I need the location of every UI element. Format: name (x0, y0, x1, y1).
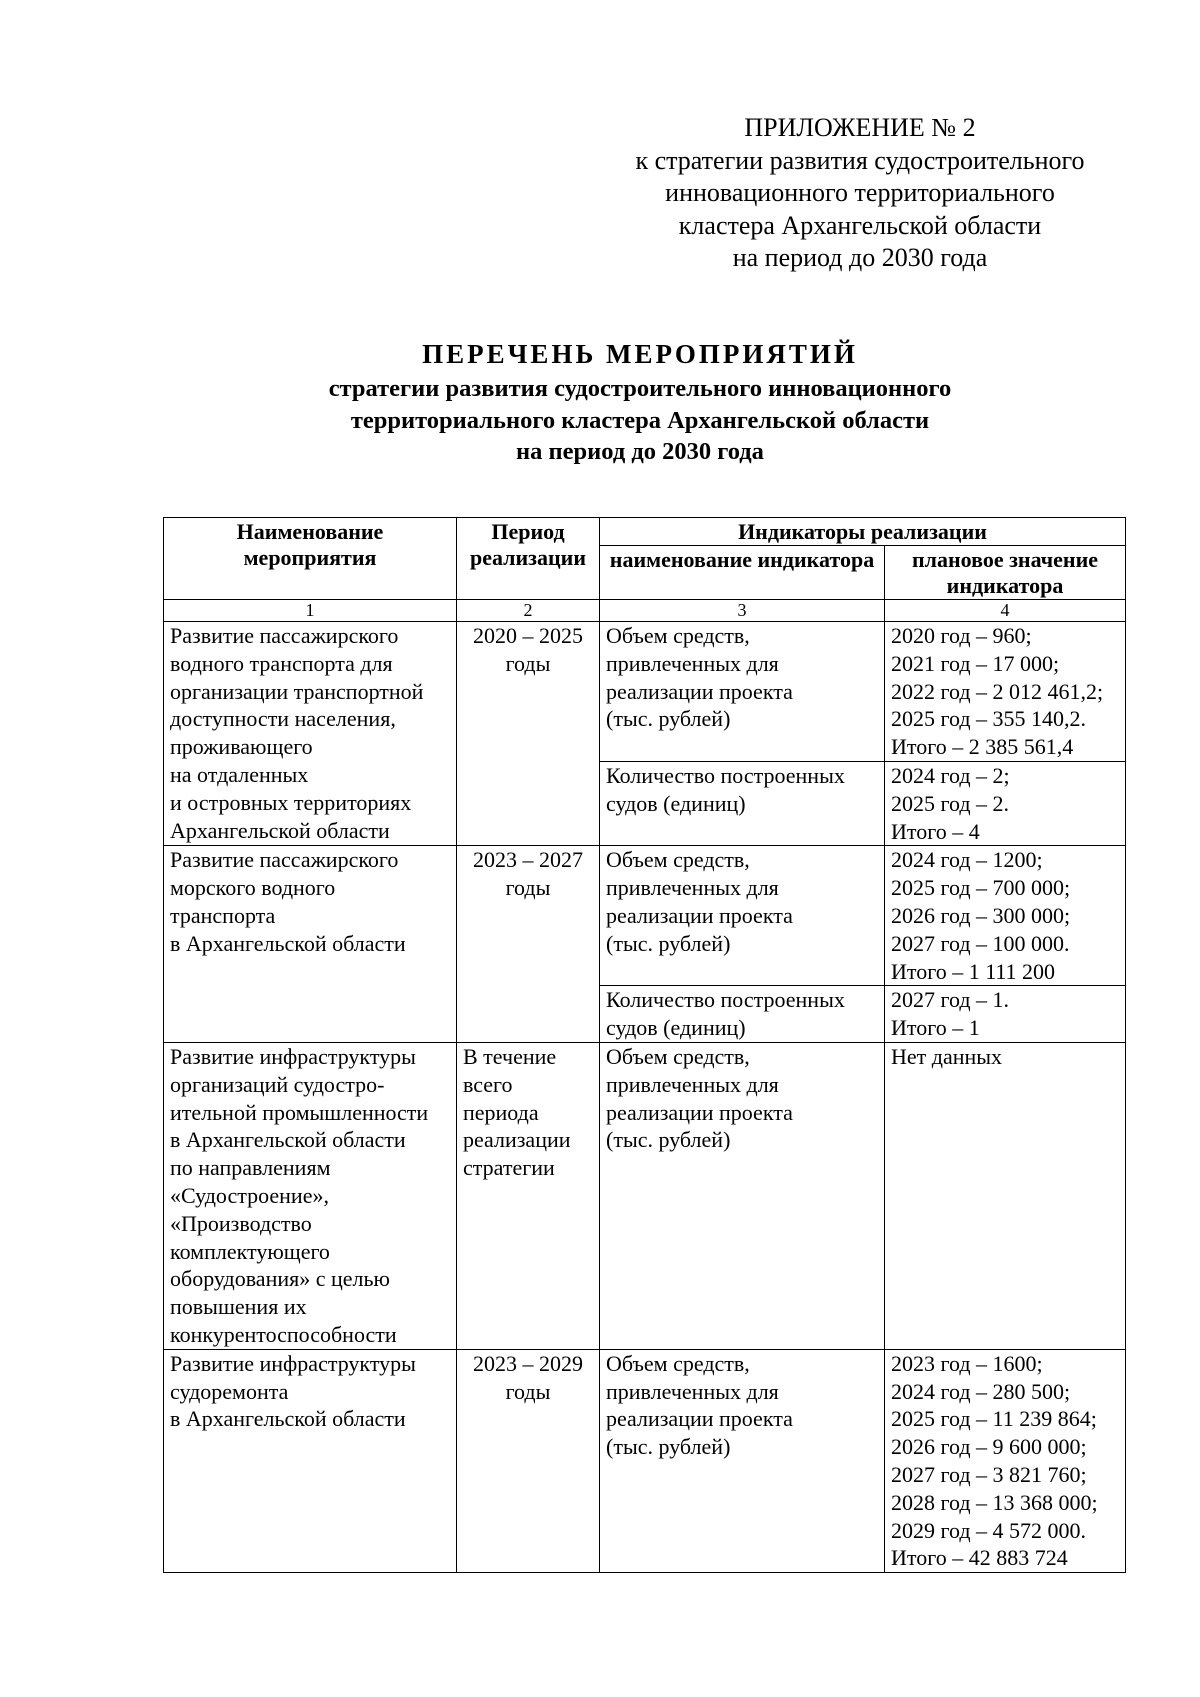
event-name-cell (164, 1349, 457, 1572)
event-name-cell-line: Развитие инфраструктуры (170, 1350, 416, 1376)
event-name-cell (164, 622, 457, 846)
indicator-name-cell-line: Количество построенных (606, 762, 845, 788)
event-name-cell-line: судоремонта (170, 1378, 289, 1404)
indicator-value-cell-line: 2029 год – 4 572 000. (891, 1517, 1087, 1543)
table-row (164, 1349, 1126, 1572)
event-name-cell-line: Развитие пассажирского (170, 623, 399, 648)
indicator-name-cell-line: реализации проекта (606, 902, 793, 928)
event-name-cell-line: повышения их (170, 1294, 307, 1320)
period-cell-line: годы (505, 1378, 551, 1404)
indicator-name-cell-line: Количество построенных (606, 987, 845, 1013)
table-row (164, 846, 1126, 986)
indicator-value-cell-line: Итого – 42 883 724 (891, 1545, 1068, 1571)
column-number: 2 (457, 600, 600, 622)
indicator-name-cell-line: судов (единиц) (606, 1015, 746, 1041)
indicator-value-cell-line: 2024 год – 1200; (891, 847, 1043, 873)
indicator-value-cell (885, 986, 1126, 1043)
event-name-cell-line: по направлениям (170, 1155, 331, 1181)
period-cell-line: В течение (463, 1043, 557, 1069)
event-name-cell-line: ительной промышленности (170, 1099, 429, 1125)
appendix-line: на период до 2030 года (732, 243, 988, 272)
event-name-cell-line: и островных территориях (170, 789, 412, 815)
indicator-value-cell-line: 2028 год – 13 368 000; (891, 1489, 1098, 1515)
column-number: 4 (885, 600, 1126, 622)
event-name-cell-line: транспорта (170, 902, 276, 928)
event-name-cell-line: Развитие инфраструктуры (170, 1043, 416, 1069)
indicator-value-cell-line: 2024 год – 280 500; (891, 1378, 1071, 1404)
event-name-cell (164, 846, 457, 1043)
document-heading (160, 335, 1120, 468)
header-indicator-value: плановое значение индикатора (885, 546, 1126, 600)
period-cell (457, 1349, 600, 1572)
period-cell-line: годы (505, 875, 551, 901)
period-cell-line: периода (463, 1099, 539, 1125)
indicator-value-cell (885, 761, 1126, 845)
appendix-line: ПРИЛОЖЕНИЕ № 2 (744, 113, 976, 142)
indicator-value-cell-line: 2022 год – 2 012 461,2; (891, 678, 1104, 704)
indicator-value-cell-line: 2025 год – 355 140,2. (891, 706, 1087, 732)
indicator-name-cell-line: Объем средств, (606, 623, 750, 648)
indicator-name-cell-line: (тыс. рублей) (606, 706, 731, 732)
indicator-name-cell (600, 986, 885, 1043)
event-name-cell (164, 1042, 457, 1349)
event-name-cell-line: конкурентоспособности (170, 1321, 397, 1347)
indicator-value-cell (885, 622, 1126, 762)
indicator-name-cell (600, 846, 885, 986)
indicator-name-cell-line: реализации проекта (606, 1406, 793, 1432)
indicator-name-cell-line: Объем средств, (606, 1350, 750, 1376)
document-title: ПЕРЕЧЕНЬ МЕРОПРИЯТИЙ (422, 339, 858, 369)
appendix-line: к стратегии развития судостроительного (635, 145, 1085, 175)
indicator-value-cell (885, 1349, 1126, 1572)
period-cell (457, 622, 600, 846)
header-indicator-name: наименование индикатора (600, 546, 885, 600)
indicator-name-cell-line: реализации проекта (606, 678, 793, 704)
event-name-cell-line: оборудования» с целью (170, 1266, 390, 1292)
header-period: Период реализации (457, 518, 600, 600)
event-name-cell-line: в Архангельской области (170, 930, 406, 956)
event-name-cell-line: в Архангельской области (170, 1127, 406, 1153)
indicator-value-cell-line: 2026 год – 9 600 000; (891, 1434, 1087, 1460)
indicator-name-cell-line: привлеченных для (606, 650, 779, 676)
indicator-value-cell (885, 1042, 1126, 1349)
event-name-cell-line: организаций судостро- (170, 1071, 385, 1097)
appendix-line: кластера Архангельской области (678, 210, 1042, 240)
indicator-name-cell-line: судов (единиц) (606, 790, 746, 816)
event-name-cell-line: на отдаленных (170, 761, 309, 787)
document-subtitle-line: территориального кластера Архангельской области (350, 406, 930, 434)
period-cell-line: 2023 – 2029 (473, 1350, 583, 1376)
column-number: 3 (600, 600, 885, 622)
indicator-name-cell-line: (тыс. рублей) (606, 1127, 731, 1153)
table-header-row (164, 518, 1126, 546)
header-indicators: Индикаторы реализации (600, 518, 1126, 546)
period-cell-line: реализации (463, 1127, 571, 1153)
period-cell (457, 1042, 600, 1349)
period-cell-line: годы (505, 650, 551, 676)
indicator-name-cell-line: привлеченных для (606, 1378, 779, 1404)
period-cell-line: стратегии (463, 1155, 555, 1181)
header-event-name: Наименование мероприятия (164, 518, 457, 600)
event-name-cell-line: доступности населения, (170, 706, 396, 732)
indicator-value-cell-line: 2027 год – 100 000. (891, 930, 1070, 956)
indicator-name-cell-line: Объем средств, (606, 847, 750, 873)
event-name-cell-line: организации транспортной (170, 678, 424, 704)
indicator-value-cell-line: 2026 год – 300 000; (891, 902, 1071, 928)
event-name-cell-line: Архангельской области (170, 817, 390, 843)
indicator-value-cell-line: 2027 год – 1. (891, 987, 1010, 1013)
indicator-name-cell-line: реализации проекта (606, 1099, 793, 1125)
indicator-value-cell-line: 2024 год – 2; (891, 762, 1010, 788)
event-name-cell-line: водного транспорта для (170, 650, 393, 676)
indicator-value-cell-line: Итого – 1 111 200 (891, 958, 1056, 984)
indicator-name-cell-line: привлеченных для (606, 1071, 779, 1097)
column-number-row (164, 600, 1126, 622)
event-name-cell-line: Развитие пассажирского (170, 847, 399, 873)
indicator-value-cell-line: 2025 год – 11 239 864; (891, 1406, 1097, 1432)
indicator-value-cell (885, 846, 1126, 986)
indicator-name-cell (600, 622, 885, 762)
table-row (164, 622, 1126, 762)
indicator-value-cell-line: 2027 год – 3 821 760; (891, 1461, 1087, 1487)
document-subtitle-line: на период до 2030 года (516, 438, 764, 465)
event-name-cell-line: морского водного (170, 875, 336, 901)
indicator-value-cell-line: 2023 год – 1600; (891, 1350, 1043, 1376)
indicator-value-cell-line: Нет данных (891, 1043, 1003, 1069)
table-body (164, 600, 1126, 1573)
event-name-cell-line: проживающего (170, 734, 313, 760)
event-name-cell-line: «Производство (170, 1210, 312, 1236)
event-name-cell-line: комплектующего (170, 1238, 330, 1264)
period-cell-line: 2023 – 2027 (473, 847, 583, 873)
column-number: 1 (164, 600, 457, 622)
indicator-name-cell-line: (тыс. рублей) (606, 930, 731, 956)
indicator-value-cell-line: Итого – 2 385 561,4 (891, 734, 1074, 760)
indicator-value-cell-line: 2025 год – 700 000; (891, 875, 1071, 901)
period-cell (457, 846, 600, 1043)
period-cell-line: 2020 – 2025 (473, 623, 583, 648)
measures-table (163, 517, 1126, 1573)
indicator-name-cell (600, 761, 885, 845)
indicator-value-cell-line: 2025 год – 2. (891, 790, 1010, 816)
indicator-value-cell-line: 2021 год – 17 000; (891, 650, 1060, 676)
period-cell-line: всего (463, 1071, 513, 1097)
indicator-value-cell-line: Итого – 1 (891, 1015, 980, 1041)
table-row (164, 1042, 1126, 1349)
document-subtitle-line: стратегии развития судостроительного инновационного (328, 375, 952, 402)
appendix-block (600, 112, 1120, 275)
indicator-name-cell-line: привлеченных для (606, 875, 779, 901)
appendix-line: инновационного территориального (665, 178, 1055, 207)
event-name-cell-line: в Архангельской области (170, 1406, 406, 1432)
indicator-name-cell (600, 1042, 885, 1349)
indicator-name-cell-line: (тыс. рублей) (606, 1434, 731, 1460)
indicator-name-cell-line: Объем средств, (606, 1043, 750, 1069)
indicator-value-cell-line: 2020 год – 960; (891, 623, 1032, 648)
event-name-cell-line: «Судостроение», (170, 1182, 329, 1208)
indicator-name-cell (600, 1349, 885, 1572)
indicator-value-cell-line: Итого – 4 (891, 818, 980, 844)
